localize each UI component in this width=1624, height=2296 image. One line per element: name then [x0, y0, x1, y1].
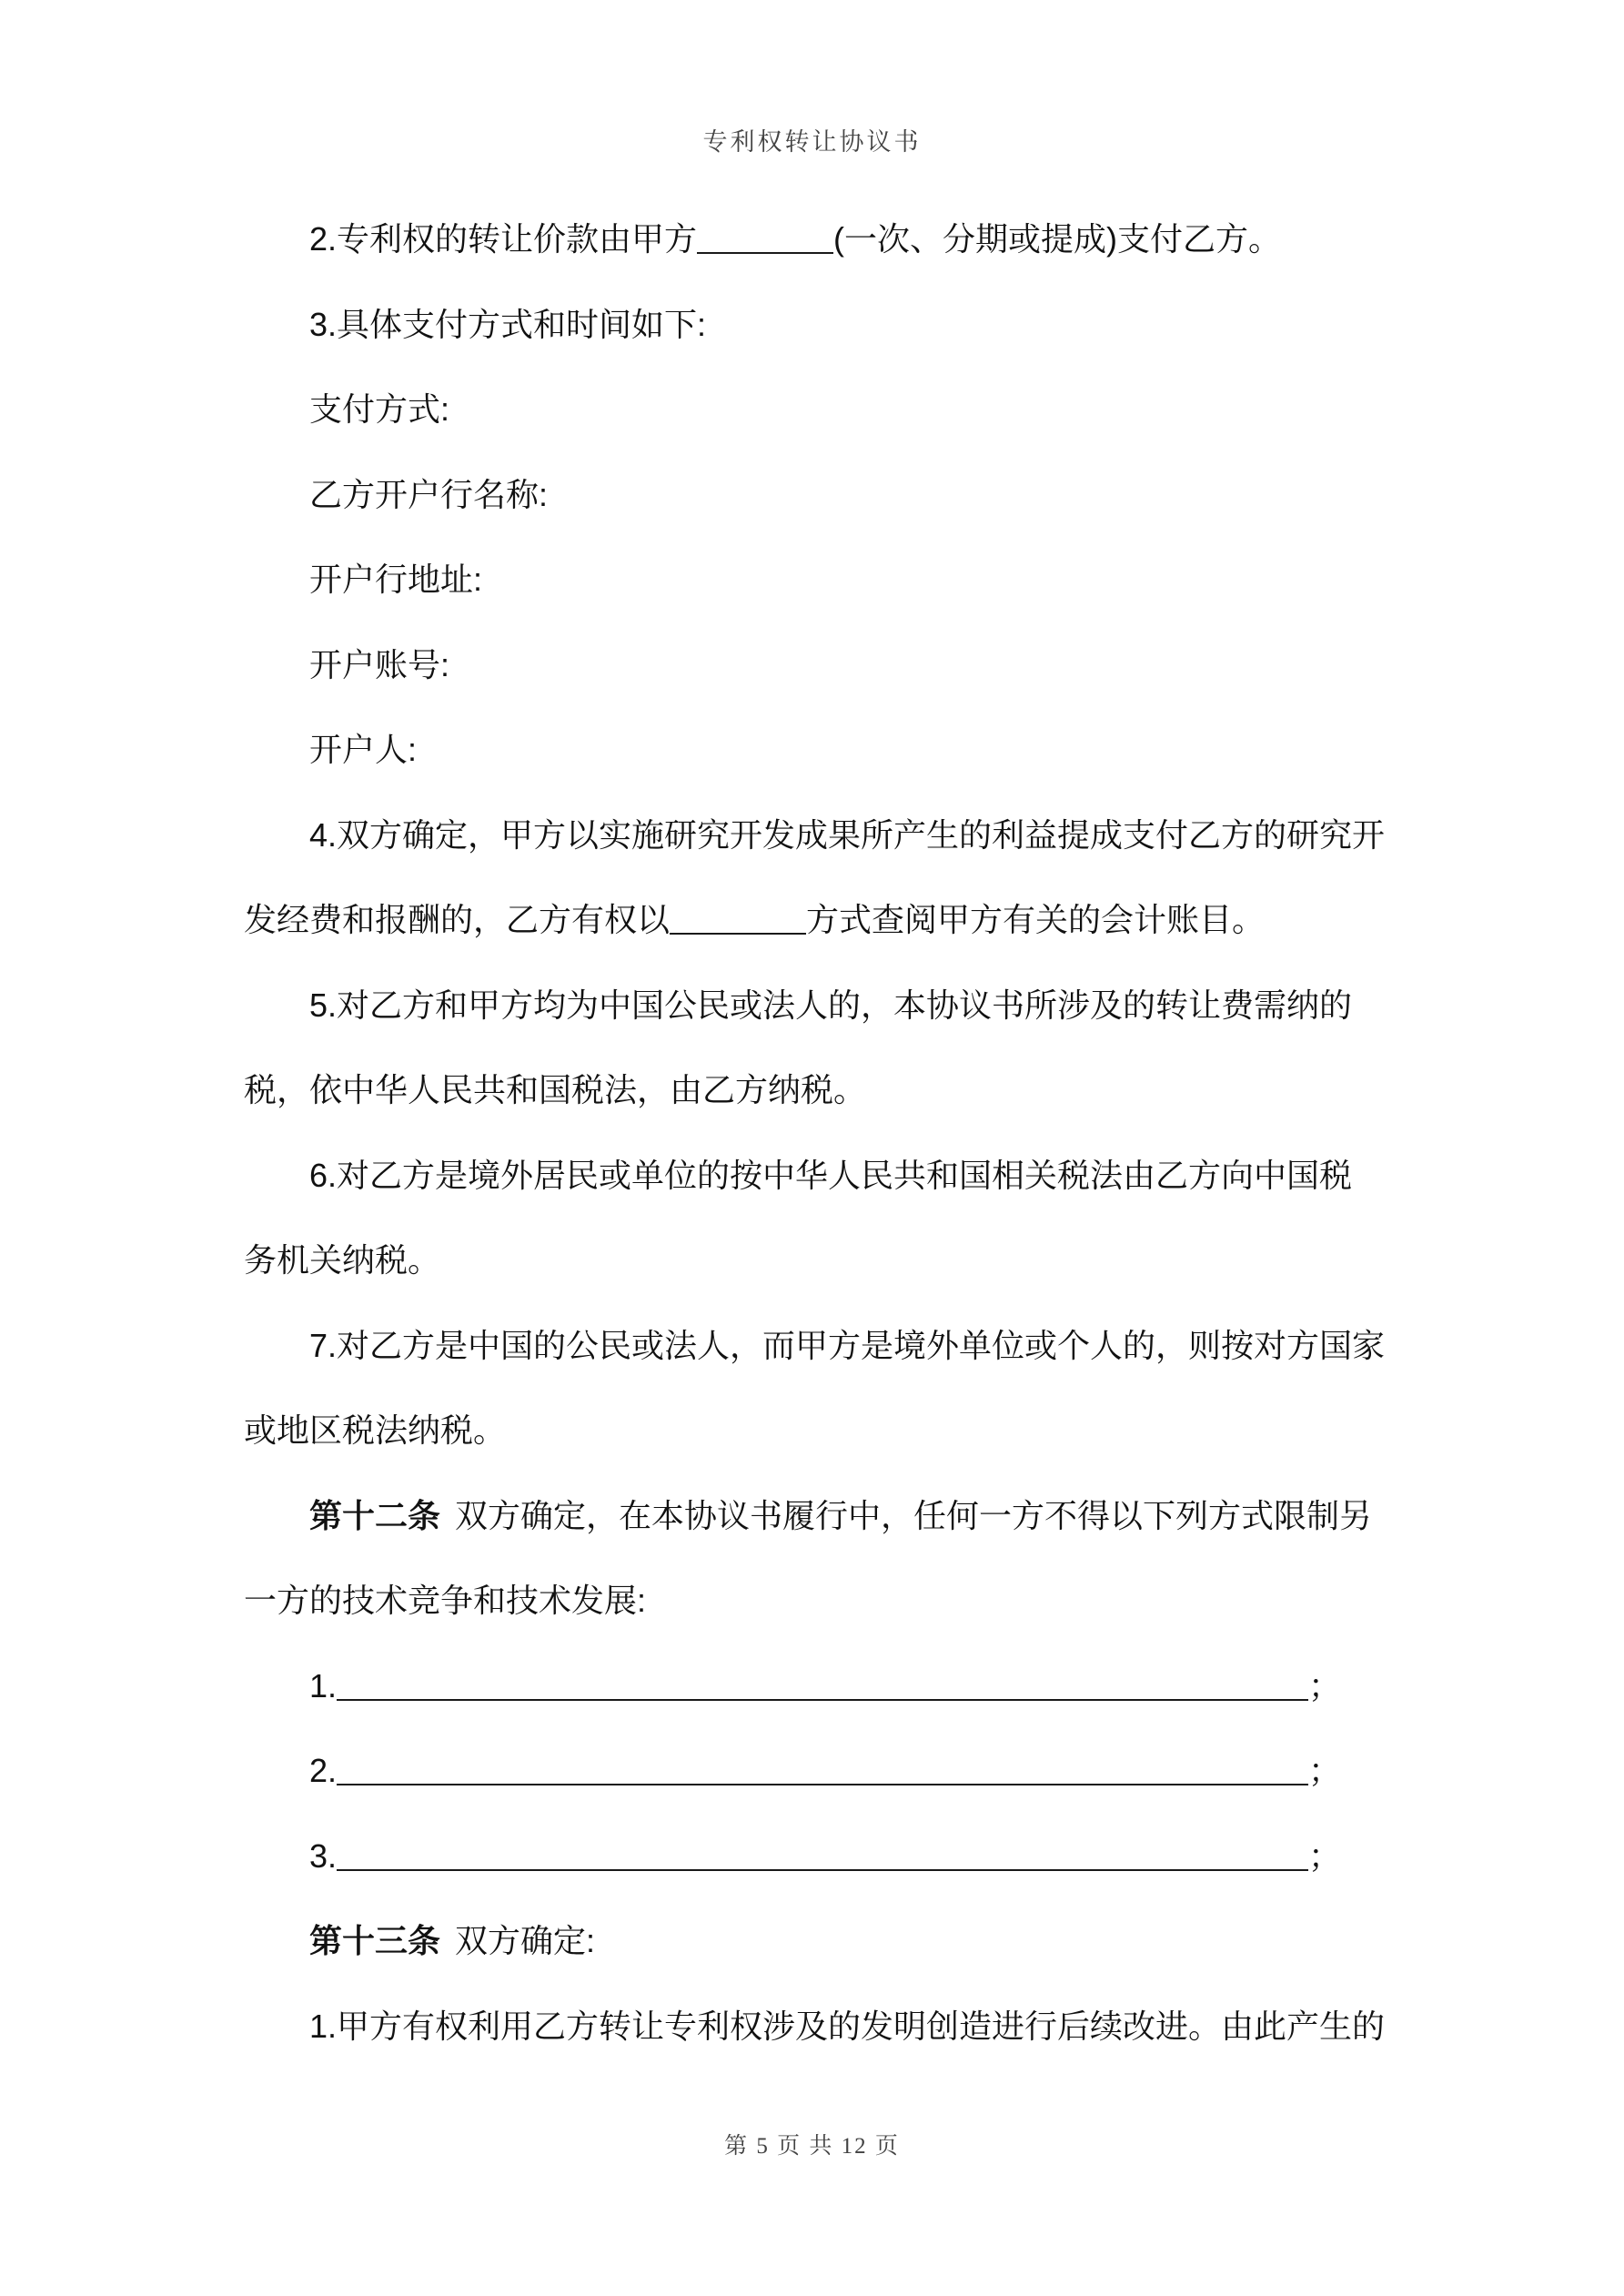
line-bank-name-label	[0, 452, 1624, 538]
blank-field-long	[337, 1869, 1308, 1871]
line-article-13	[0, 1898, 1624, 1984]
account-holder-label: 开户人:	[309, 731, 418, 768]
line-clause-6-part2	[0, 1218, 1624, 1303]
clause-4-text-3: 方式查阅甲方有关的会计账目。	[806, 901, 1266, 938]
clause-2-text-after-blank: (一次、分期或提成)支付乙方。	[833, 220, 1282, 258]
blank-field	[670, 933, 806, 935]
clause-6-text-2: 务机关纳税。	[244, 1241, 441, 1279]
article-12-text-1: 双方确定，在本协议书履行中，任何一方不得以下列方式限制另	[455, 1496, 1373, 1534]
blank-field-long	[337, 1699, 1308, 1701]
item-1-separator: ；	[1308, 1666, 1342, 1704]
bank-name-label: 乙方开户行名称:	[309, 475, 549, 513]
clause-5-text-1: 5.对乙方和甲方均为中国公民或法人的，本协议书所涉及的转让费需纳的	[309, 986, 1353, 1024]
article-13-item-1-text: 1.甲方有权利用乙方转让专利权涉及的发明创造进行后续改进。由此产生的	[309, 2007, 1386, 2045]
footer-page-number: 第 5 页 共 12 页	[724, 2134, 900, 2159]
account-number-label: 开户账号:	[309, 645, 450, 683]
line-restriction-item-1	[0, 1644, 1624, 1729]
item-2-separator: ；	[1308, 1752, 1342, 1789]
line-clause-5-part1	[0, 963, 1624, 1048]
bank-address-label: 开户行地址:	[309, 561, 483, 598]
item-3-separator: ；	[1308, 1836, 1342, 1875]
blank-field-long	[337, 1784, 1308, 1785]
clause-3-text: 3.具体支付方式和时间如下:	[309, 305, 707, 343]
line-restriction-item-2	[0, 1728, 1624, 1814]
document-body	[0, 197, 1624, 2068]
line-account-number-label	[0, 622, 1624, 708]
line-article-12-part2	[0, 1558, 1624, 1644]
clause-4-text-1: 4.双方确定，甲方以实施研究开发成果所产生的利益提成支付乙方的研究开	[309, 815, 1386, 854]
line-clause-6-part1	[0, 1133, 1624, 1219]
clause-2-text-before-blank: 2.专利权的转让价款由甲方	[309, 220, 698, 258]
line-clause-4-part2	[0, 877, 1624, 963]
line-clause-2	[0, 197, 1624, 282]
line-clause-7-part1	[0, 1303, 1624, 1389]
clause-6-text-1: 6.对乙方是境外居民或单位的按中华人民共和国相关税法由乙方向中国税	[309, 1156, 1353, 1194]
clause-7-text-2: 或地区税法纳税。	[244, 1411, 507, 1449]
item-3-number: 3.	[309, 1836, 338, 1875]
line-article-12-part1	[0, 1473, 1624, 1559]
line-clause-5-part2	[0, 1047, 1624, 1133]
clause-4-text-2: 发经费和报酬的，乙方有权以	[244, 901, 671, 938]
line-clause-4-part1	[0, 793, 1624, 878]
line-payment-method-label	[0, 367, 1624, 452]
line-bank-address-label	[0, 537, 1624, 622]
article-12-text-2: 一方的技术竞争和技术发展:	[244, 1582, 647, 1619]
line-clause-3	[0, 282, 1624, 368]
clause-7-text-1: 7.对乙方是中国的公民或法人，而甲方是境外单位或个人的，则按对方国家	[309, 1326, 1386, 1364]
item-1-number: 1.	[309, 1666, 338, 1704]
blank-field	[697, 252, 833, 254]
item-2-number: 2.	[309, 1752, 338, 1789]
article-13-text: 双方确定:	[455, 1922, 596, 1959]
payment-method-label: 支付方式:	[309, 390, 450, 428]
line-article-13-item-1	[0, 1984, 1624, 2069]
page-header-title: 专利权转让协议书	[702, 128, 922, 156]
article-12-heading: 第十二条	[309, 1496, 441, 1534]
clause-5-text-2: 税，依中华人民共和国税法，由乙方纳税。	[244, 1071, 867, 1108]
line-account-holder-label	[0, 707, 1624, 793]
article-13-heading: 第十三条	[309, 1922, 441, 1959]
line-restriction-item-3	[0, 1814, 1624, 1899]
line-clause-7-part2	[0, 1388, 1624, 1473]
